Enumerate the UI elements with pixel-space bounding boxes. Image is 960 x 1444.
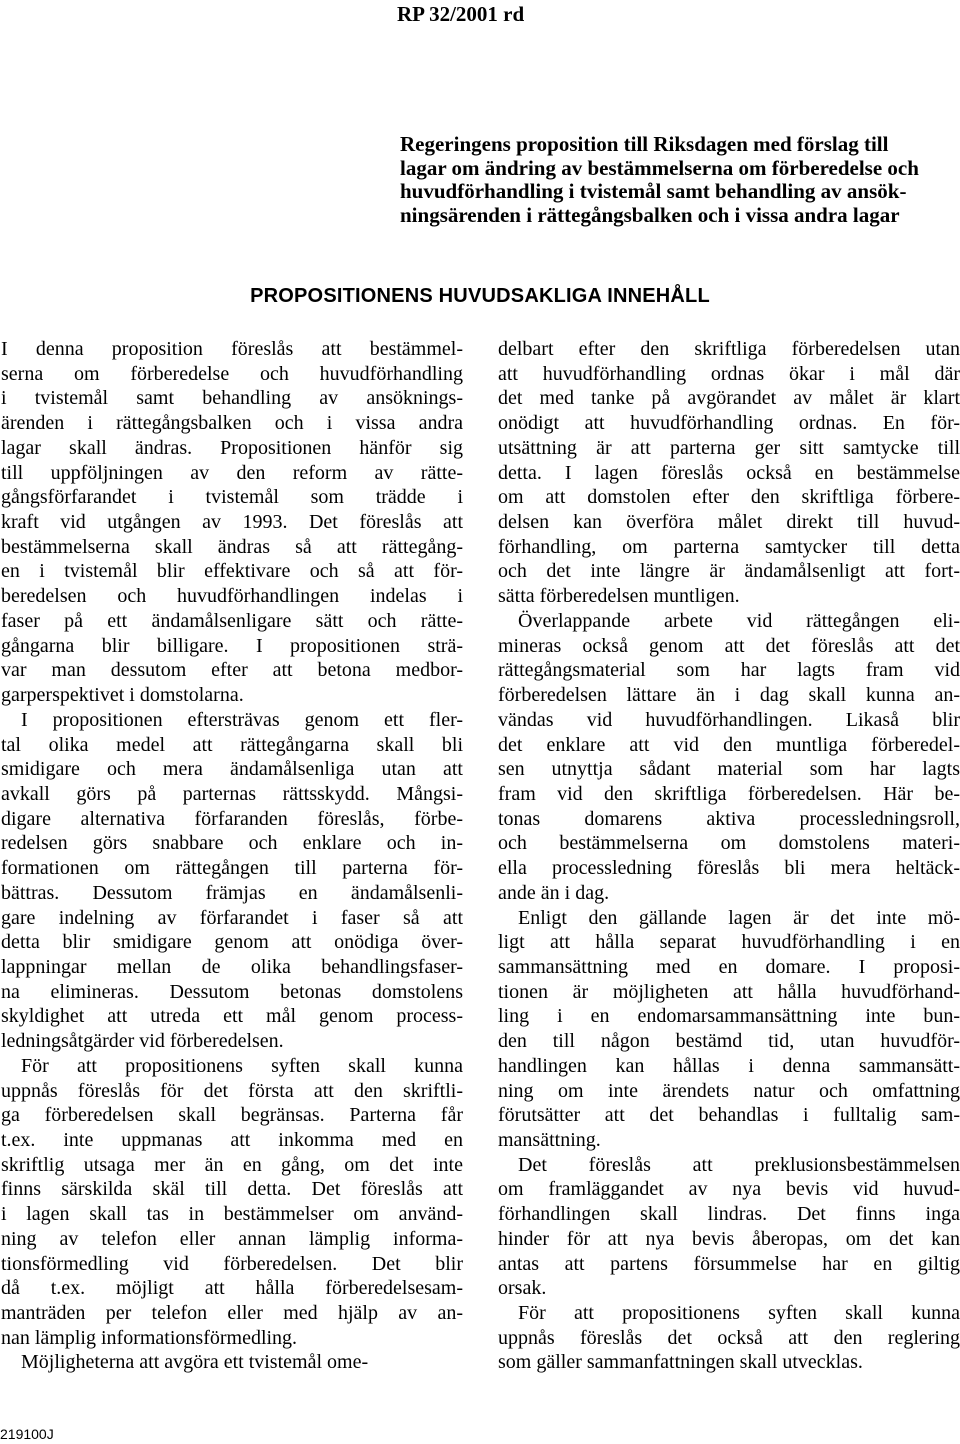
- text-line: fram vid den skriftliga förberedelsen. Här be-: [498, 782, 960, 805]
- text-line: orsak.: [498, 1277, 547, 1300]
- text-line: en i tvistemål blir effektivare och så att för-: [1, 560, 463, 583]
- text-line: ga förberedelsen skall begränsas. Parterna får: [1, 1104, 463, 1127]
- text-line: det med tanke på avgörandet av målet är klart: [498, 387, 960, 410]
- text-line: var man dessutom efter att betona medbor-: [1, 659, 463, 682]
- text-line: ledningsåtgärder vid förberedelsen.: [1, 1030, 284, 1053]
- text-line: hinder för att nya bevis åberopas, om det kan: [498, 1227, 960, 1250]
- paragraph: [498, 1301, 960, 1375]
- text-line: t.ex. inte uppmanas att inkomma med en: [1, 1129, 463, 1151]
- text-line: ling i en endomarsammansättning inte bun-: [498, 1005, 960, 1028]
- text-line: sätta förberedelsen muntligen.: [498, 585, 740, 608]
- text-line: I propositionen eftersträvas genom ett fler-: [21, 708, 463, 731]
- text-line: då t.ex. möjligt att hålla förberedelsesam-: [1, 1277, 463, 1300]
- paragraph: [498, 337, 960, 609]
- text-line: I denna proposition föreslås att bestämmel-: [1, 338, 463, 360]
- document-id: RP 32/2001 rd: [397, 2, 525, 26]
- text-line: om att domstolen efter den skriftliga förbere-: [498, 486, 960, 509]
- text-line: För att propositionens syften skall kunna: [21, 1054, 463, 1077]
- title-line: Regeringens proposition till Riksdagen med förslag till: [400, 132, 889, 156]
- text-line: nan lämplig informationsförmedling.: [1, 1326, 298, 1349]
- text-line: mansättning.: [498, 1129, 601, 1151]
- text-line: lagar skall ändras. Propositionen hänför sig: [1, 436, 463, 459]
- title-line: huvudförhandling i tvistemål samt behandling av ansök-: [400, 179, 907, 203]
- text-line: till uppföljningen av den reform av rätte-: [1, 461, 463, 484]
- text-line: manträden per telefon eller med hjälp av an-: [1, 1302, 463, 1325]
- text-line: och bestämmelserna om domstolens materi-: [498, 832, 960, 855]
- text-line: skriftlig utsaga mer än en gång, om det inte: [1, 1153, 463, 1176]
- text-line: ande än i dag.: [498, 881, 610, 904]
- left-column: [1, 337, 463, 1375]
- text-line: beredelsen och huvudförhandlingen indelas i: [1, 585, 463, 608]
- text-line: detta. I lagen föreslås också en bestämmelse: [498, 461, 960, 484]
- text-line: ning om inte ärendets natur och omfattning: [498, 1079, 960, 1102]
- text-line: förberedelsen lättare än i dag skall kunna an-: [498, 684, 960, 707]
- text-line: antas att partens försummelse har en giltig: [498, 1252, 960, 1275]
- text-line: i lagen skall tas in bestämmelser om använd-: [1, 1203, 463, 1226]
- text-line: förhandlingen skall lindras. Det finns inga: [498, 1203, 960, 1226]
- text-line: bättras. Dessutom främjas en ändamålsenli-: [1, 881, 463, 904]
- text-line: i tvistemål samt behandling av ansöknings-: [1, 387, 463, 410]
- text-line: mineras också genom att det föreslås att det: [498, 634, 960, 657]
- text-line: smidigare och mera ändamålsenliga utan att: [1, 758, 463, 781]
- text-line: vändas vid huvudförhandlingen. Likaså blir: [498, 708, 960, 731]
- text-line: rättegångsmaterial som har lagts fram vid: [498, 659, 960, 682]
- paragraph: [1, 708, 463, 1054]
- text-line: Enligt den gällande lagen är det inte mö-: [518, 906, 960, 929]
- text-line: delsen kan överföra målet direkt till huvud-: [498, 511, 960, 534]
- text-line: som gäller sammanfattningen skall utvecklas.: [498, 1351, 863, 1374]
- text-line: finns särskilda skäl till detta. Det föreslås att: [1, 1178, 463, 1201]
- title-line: ningsärenden i rättegångsbalken och i vissa andra lagar: [400, 202, 900, 227]
- text-line: Det föreslås att preklusionsbestämmelsen: [518, 1153, 960, 1176]
- text-line: avkall görs på parternas rättsskydd. Mångsi-: [1, 782, 463, 805]
- text-line: tionen är möjligheten att hålla huvudförhand-: [498, 980, 960, 1003]
- text-line: ärenden i rättegångsbalken och i vissa andra: [1, 412, 463, 435]
- text-line: gare indelning av förfarandet i faser så att: [1, 906, 463, 929]
- right-column: [498, 337, 960, 1375]
- text-line: det enklare att vid den muntliga förberedel-: [498, 733, 960, 756]
- paragraph: [498, 906, 960, 1153]
- paragraph: [498, 1153, 960, 1301]
- text-line: detta blir smidigare genom att onödiga över-: [1, 931, 463, 954]
- text-line: För att propositionens syften skall kunna: [518, 1302, 960, 1325]
- section-heading: PROPOSITIONENS HUVUDSAKLIGA INNEHÅLL: [250, 285, 710, 307]
- text-line: ella processledning föreslås bli mera heltäck-: [498, 857, 960, 880]
- text-line: delbart efter den skriftliga förberedelsen utan: [498, 338, 960, 360]
- text-line: uppnås föreslås för det första att den skriftli-: [1, 1079, 463, 1102]
- text-line: Överlappande arbete vid rättegången eli-: [518, 609, 960, 632]
- text-line: förutsätter att det behandlas i fulltalig sam-: [498, 1104, 960, 1127]
- footer-code: 219100J: [0, 1426, 54, 1442]
- text-line: tal olika medel att rättegångarna skall bli: [1, 733, 463, 756]
- text-line: sammansättning med en domare. I proposi-: [498, 955, 960, 978]
- text-line: uppnås föreslås det också att den reglering: [498, 1326, 960, 1349]
- text-line: digare alternativa förfaranden föreslås, förbe-: [1, 807, 463, 830]
- text-line: förhandling, om parterna samtycker till detta: [498, 535, 960, 558]
- text-line: utsättning är att parterna ger sitt samtycke till: [498, 436, 960, 459]
- text-line: handlingen kan hållas i denna sammansätt-: [498, 1054, 960, 1077]
- text-line: skyldighet att utreda ett mål genom process-: [1, 1005, 463, 1028]
- paragraph: [498, 609, 960, 906]
- text-line: bestämmelserna skall ändras så att rättegång-: [1, 535, 463, 558]
- text-line: tionsförmedling vid förberedelsen. Det blir: [1, 1252, 463, 1275]
- text-line: lappningar mellan de olika behandlingsfaser-: [1, 955, 463, 978]
- text-line: redelsen görs snabbare och enklare och in-: [1, 832, 463, 855]
- paragraph: [1, 1054, 463, 1351]
- paragraph: [1, 1350, 463, 1375]
- text-line: Möjligheterna att avgöra ett tvistemål ome-: [21, 1351, 369, 1374]
- text-line: att huvudförhandling ordnas ökar i mål där: [498, 362, 960, 385]
- text-line: den till någon bestämd tid, utan huvudför-: [498, 1030, 960, 1053]
- text-line: ning av telefon eller annan lämplig informa-: [1, 1227, 463, 1250]
- text-line: formationen om rättegången till parterna för-: [1, 857, 463, 880]
- text-line: kraft vid utgången av 1993. Det föreslås att: [1, 511, 463, 534]
- text-line: garperspektivet i domstolarna.: [1, 684, 244, 707]
- text-line: gångarna blir billigare. I propositionen strä-: [1, 634, 463, 657]
- text-line: om framläggandet av nya bevis vid huvud-: [498, 1178, 960, 1201]
- proposition-title: [400, 133, 960, 227]
- text-line: na elimineras. Dessutom betonas domstolens: [1, 980, 463, 1003]
- text-line: gångsförfarandet i tvistemål som trädde i: [1, 486, 463, 509]
- text-line: ligt att hålla separat huvudförhandling i en: [498, 931, 960, 954]
- text-line: faser på ett ändamålsenligare sätt och rätte-: [1, 609, 463, 632]
- text-line: och det inte längre är ändamålsenligt att fort-: [498, 560, 960, 583]
- text-line: sen utnyttja sådant material som har lagts: [498, 758, 960, 781]
- title-line: lagar om ändring av bestämmelserna om förberedelse och: [400, 155, 919, 180]
- text-line: onödigt att huvudförhandling ordnas. En för-: [498, 412, 960, 435]
- text-line: serna om förberedelse och huvudförhandling: [1, 362, 463, 385]
- paragraph: [1, 337, 463, 708]
- text-line: tonas domarens aktiva processledningsroll,: [498, 807, 960, 830]
